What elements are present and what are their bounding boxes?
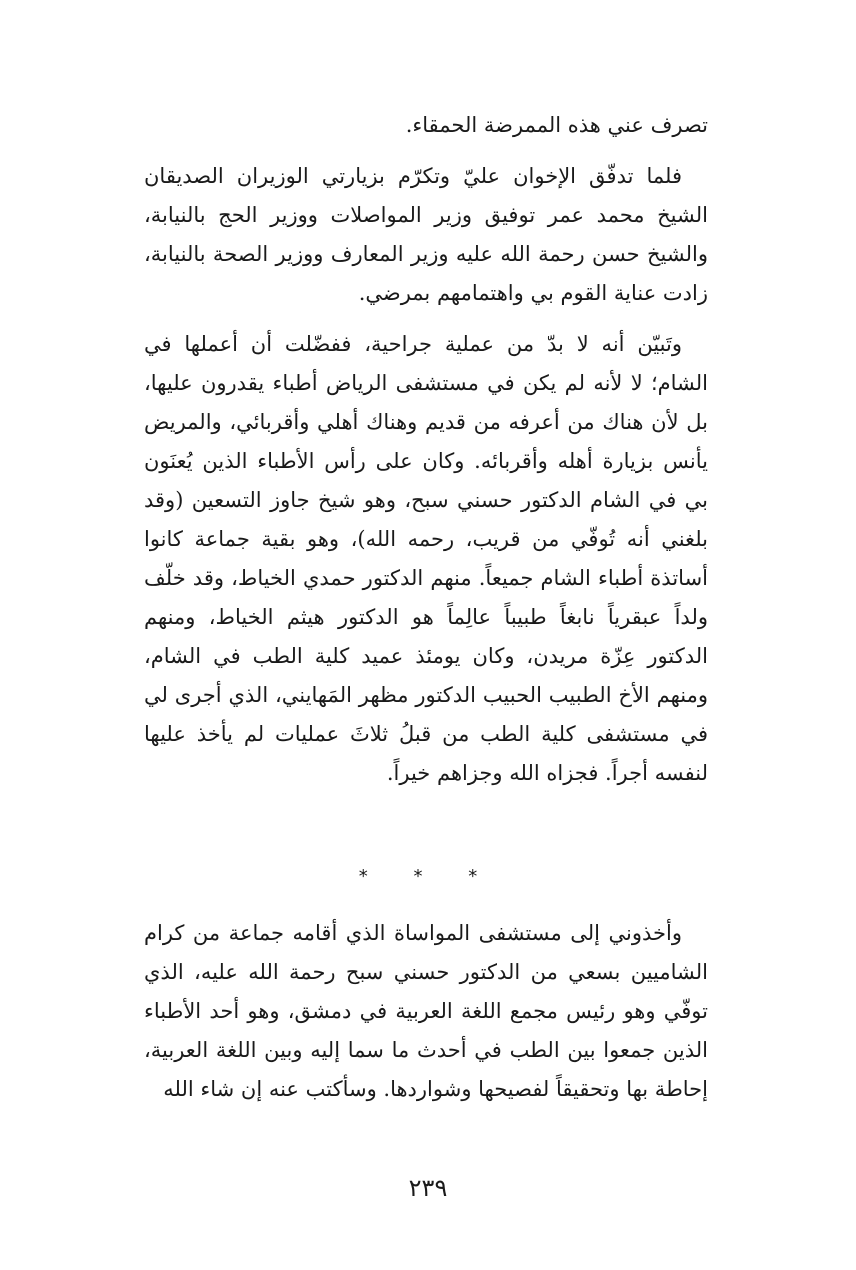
paragraph-surgery-doctors: وتَبيّن أنه لا بدّ من عملية جراحية، ففضّلت أن أعملها في الشام؛ لا لأنه لم يكن في مستشفى الرياض أطباء يقدرون عليها، بل لأن هناك من أعرفه من قديم وهناك أهلي وأقربائي، والمريض يأنس بزيارة أهله وأقربائه. وكان على رأس الأطباء الذين يُعنَون بي في الشام الدكتور حسني سبح، وهو شيخ جاوز التسعين (وقد بلغني أنه تُوفّي من قريب، رحمه الله)، وهو بقية جماعة كانوا أساتذة أطباء الشام جميعاً. منهم الدكتور حمدي الخياط، وقد خلّف ولداً عبقرياً نابغاً طبيباً عالِماً هو الدكتور هيثم الخياط، ومنهم الدكتور عِزّة مريدن، وكان يومئذ عميد كلية الطب في الشام، ومنهم الأخ الطبيب الحبيب الدكتور مظهر المَهايني، الذي أجرى لي في مستشفى كلية الطب من قبلُ ثلاثَ عمليات لم يأخذ عليها لنفسه أجراً. فجزاه الله وجزاهم خيراً. [144, 332, 708, 785]
paragraph-hospital: وأخذوني إلى مستشفى المواساة الذي أقامه جماعة من كرام الشاميين بسعي من الدكتور حسني سبح رحمة الله عليه، الذي توفّي وهو رئيس مجمع اللغة العربية في دمشق، وهو أحد الأطباء الذين جمعوا بين الطب في أحدث ما سما إليه وبين اللغة العربية، إحاطة بها وتحقيقاً لفصيحها وشواردها. وسأكتب عنه إن شاء الله [144, 921, 708, 1101]
paragraph-ministers-visit: فلما تدفّق الإخوان عليّ وتكرّم بزيارتي الوزيران الصديقان الشيخ محمد عمر توفيق وزير المواصلات ووزير الحج بالنيابة، والشيخ حسن رحمة الله عليه وزير المعارف ووزير الصحة بالنيابة، زادت عناية القوم بي واهتمامهم بمرضي. [144, 164, 708, 305]
page-number: ٢٣٩ [408, 1174, 448, 1202]
text-block-bottom [144, 914, 708, 1121]
text-block-top [144, 106, 708, 805]
paragraph-continuation: تصرف عني هذه الممرضة الحمقاء. [405, 113, 708, 137]
section-separator: * * * [358, 866, 498, 887]
